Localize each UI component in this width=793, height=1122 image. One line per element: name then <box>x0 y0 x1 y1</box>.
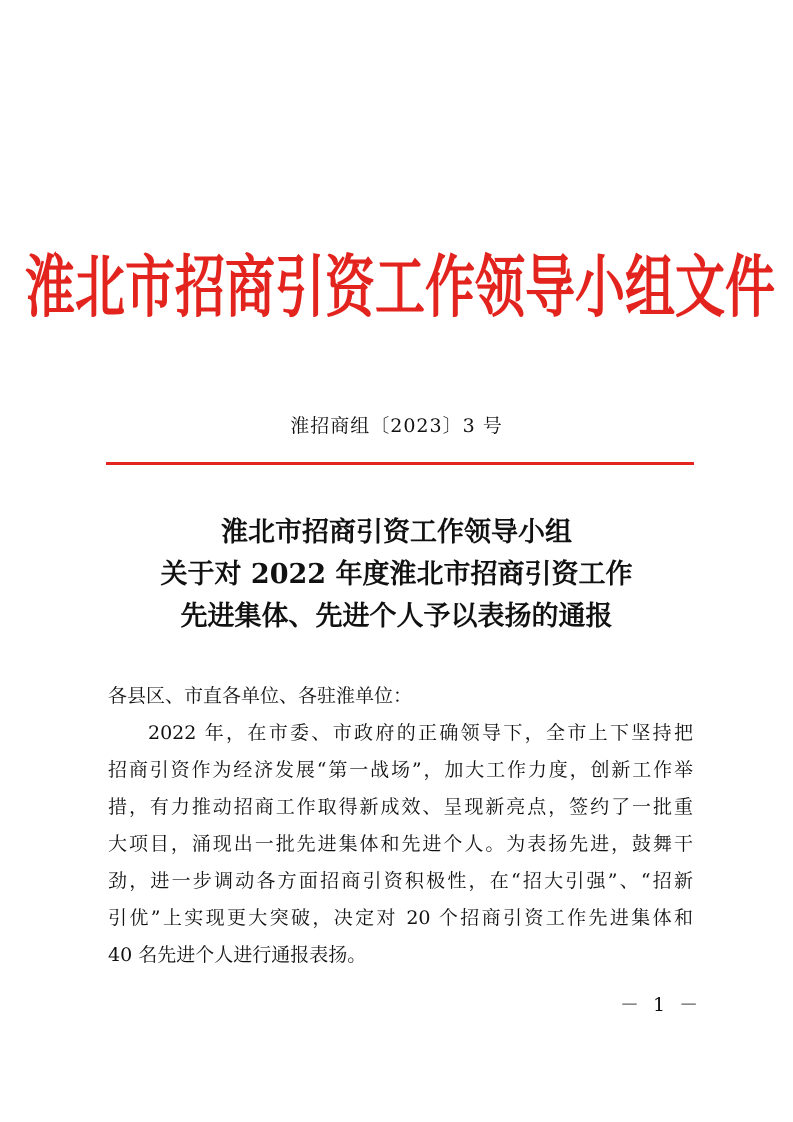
red-divider-line <box>106 462 694 465</box>
body-paragraph <box>108 715 693 974</box>
title-line: 淮北市招商引资工作领导小组 <box>221 517 572 548</box>
title-line: 关于对 2022 年度淮北市招商引资工作 <box>160 559 633 590</box>
body-line: 引优”上实现更大突破，决定对 20 个招商引资工作先进集体和 <box>108 907 693 929</box>
notice-title <box>0 512 793 638</box>
body-line: 40 名先进个人进行通报表扬。 <box>108 944 367 966</box>
body-line: 2022 年，在市委、市政府的正确领导下，全市上下坚持把 <box>148 722 693 744</box>
body-line: 劲，进一步调动各方面招商引资积极性，在“招大引强”、“招新 <box>108 870 693 892</box>
masthead-title: 淮北市招商引资工作领导小组文件 <box>25 246 775 327</box>
title-line: 先进集体、先进个人予以表扬的通报 <box>180 601 613 632</box>
body-line: 大项目，涌现出一批先进集体和先进个人。为表扬先进，鼓舞干 <box>108 833 693 855</box>
document-number: 淮招商组〔2023〕3 号 <box>290 415 503 437</box>
body-line: 措，有力推动招商工作取得新成效、呈现新亮点，签约了一批重 <box>108 796 693 818</box>
page-number: － 1 － <box>620 994 703 1016</box>
body-line: 招商引资作为经济发展“第一战场”，加大工作力度，创新工作举 <box>108 759 693 781</box>
salutation: 各县区、市直各单位、各驻淮单位： <box>108 685 413 707</box>
